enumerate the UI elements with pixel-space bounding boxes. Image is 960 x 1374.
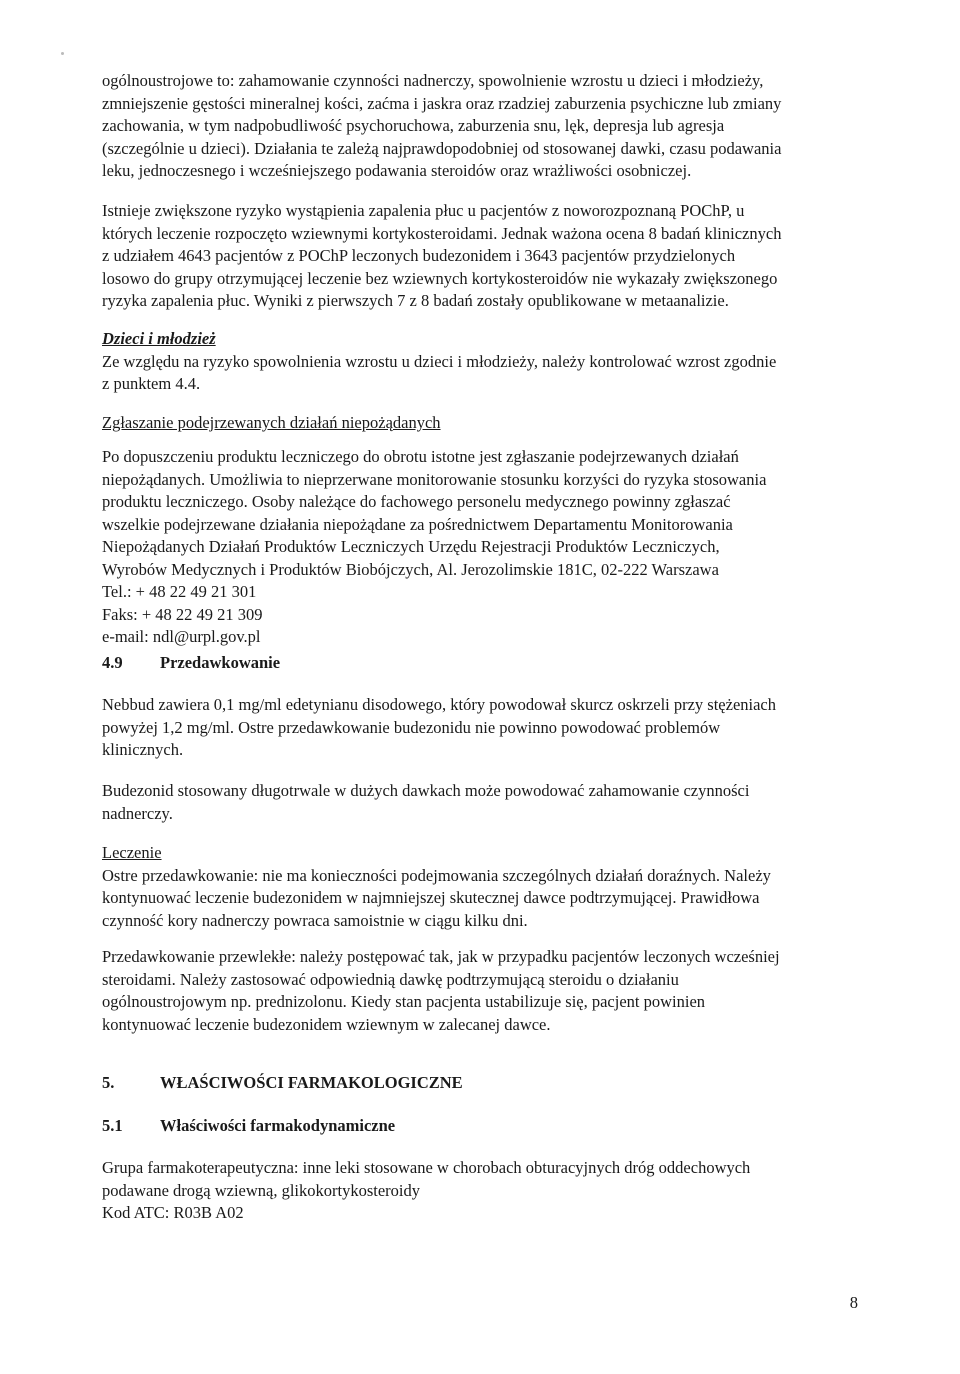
text-line: leku, jednoczesnego i wcześniejszego podawania steroidów oraz wrażliwości osobniczej. bbox=[102, 161, 692, 180]
text-line: Grupa farmakoterapeutyczna: inne leki stosowane w chorobach obturacyjnych dróg oddechowych bbox=[102, 1158, 751, 1177]
paragraph-pharmacotherapeutic-group bbox=[102, 1157, 858, 1225]
paragraph-systemic-effects bbox=[102, 70, 858, 183]
text-line: z udziałem 4643 pacjentów z POChP leczonych budezonidem i 3643 pacjentów przydzielonych bbox=[102, 246, 736, 265]
text-line: steroidami. Należy zastosować odpowiednią dawkę podtrzymującą steroidu o działaniu bbox=[102, 969, 679, 989]
email-address: e-mail: ndl@urpl.gov.pl bbox=[102, 627, 261, 646]
fax-number: Faks: + 48 22 49 21 309 bbox=[102, 604, 263, 624]
subheading-reporting bbox=[102, 412, 858, 435]
text-line: losowo do grupy otrzymującej leczenie bez wziewnych kortykosteroidów nie wykazały zwiększonego bbox=[102, 268, 778, 288]
subheading-children: Dzieci i młodzież bbox=[102, 329, 216, 348]
atc-code: Kod ATC: R03B A02 bbox=[102, 1203, 244, 1222]
reporting-heading-text: Zgłaszanie podejrzewanych działań niepożądanych bbox=[102, 413, 441, 432]
text-line: powyżej 1,2 mg/ml. Ostre przedawkowanie budezonidu nie powinno powodować problemów bbox=[102, 717, 721, 737]
section-title: Przedawkowanie bbox=[160, 653, 281, 672]
scan-speck bbox=[61, 52, 64, 55]
text-line: produktu leczniczego. Osoby należące do fachowego personelu medycznego powinny zgłaszać bbox=[102, 492, 731, 511]
paragraph-chronic-overdose bbox=[102, 946, 858, 1036]
text-line: zmniejszenie gęstości mineralnej kości, zaćma i jaskra oraz rzadziej zaburzenia psychiczne lub zmiany bbox=[102, 93, 782, 113]
section-number: 5.1 bbox=[102, 1116, 123, 1135]
section-treatment bbox=[102, 842, 858, 932]
text-line: zachowania, w tym nadpobudliwość psychoruchowa, zaburzenia snu, lęk, depresja lub agresja bbox=[102, 116, 725, 135]
paragraph-long-term bbox=[102, 780, 858, 825]
text-line: ogólnoustrojowym np. prednizolonu. Kiedy stan pacjenta ustabilizuje się, pacjent powinien bbox=[102, 992, 706, 1011]
text-line: Nebbud zawiera 0,1 mg/ml edetynianu disodowego, który powodował skurcz oskrzeli przy stężeniach bbox=[102, 695, 777, 714]
section-heading-5-1 bbox=[102, 1115, 858, 1138]
section-heading-5 bbox=[102, 1072, 858, 1095]
section-children bbox=[102, 328, 858, 396]
page-number: 8 bbox=[849, 1293, 858, 1312]
subheading-treatment: Leczenie bbox=[102, 843, 162, 862]
text-line: Po dopuszczeniu produktu leczniczego do obrotu istotne jest zgłaszanie podejrzewanych działań bbox=[102, 447, 739, 466]
section-title: WŁAŚCIWOŚCI FARMAKOLOGICZNE bbox=[160, 1073, 463, 1092]
text-line: Istnieje zwiększone ryzyko wystąpienia zapalenia płuc u pacjentów z noworozpoznaną POChP, u bbox=[102, 201, 745, 220]
text-line: kontynuować leczenie budezonidem wziewnym w zalecanej dawce. bbox=[102, 1014, 551, 1034]
text-line: Budezonid stosowany długotrwale w dużych dawkach może powodować zahamowanie czynności bbox=[102, 781, 750, 800]
section-number: 5. bbox=[102, 1073, 115, 1092]
text-line: czynność kory nadnerczy powraca samoistnie w ciągu kilku dni. bbox=[102, 910, 528, 930]
text-line: których leczenie rozpoczęto wziewnymi kortykosteroidami. Jednak ważona ocena 8 badań klinicznych bbox=[102, 223, 782, 243]
paragraph-reporting bbox=[102, 446, 858, 649]
phone-number: Tel.: + 48 22 49 21 301 bbox=[102, 582, 257, 601]
text-line: niepożądanych. Umożliwia to nieprzerwane monitorowanie stosunku korzyści do ryzyka stosowania bbox=[102, 469, 767, 489]
text-line: Wyrobów Medycznych i Produktów Biobójczych, Al. Jerozolimskie 181C, 02-222 Warszawa bbox=[102, 559, 719, 579]
text-line: Niepożądanych Działań Produktów Leczniczych Urzędu Rejestracji Produktów Leczniczych, bbox=[102, 537, 720, 556]
text-line: nadnerczy. bbox=[102, 803, 173, 823]
section-number: 4.9 bbox=[102, 653, 123, 672]
paragraph-pneumonia-risk bbox=[102, 200, 858, 313]
text-line: Ostre przedawkowanie: nie ma konieczności podejmowania szczególnych działań doraźnych. Należy bbox=[102, 865, 771, 885]
text-line: podawane drogą wziewną, glikokortykosteroidy bbox=[102, 1180, 420, 1200]
text-line: ryzyka zapalenia płuc. Wyniki z pierwszych 7 z 8 badań zostały opublikowane w metaanalizie. bbox=[102, 291, 729, 310]
text-line: kontynuować leczenie budezonidem w najmniejszej skutecznej dawce podtrzymującej. Prawidłowa bbox=[102, 888, 760, 907]
text-line: Ze względu na ryzyko spowolnienia wzrostu u dzieci i młodzieży, należy kontrolować wzrost zgodnie bbox=[102, 351, 777, 371]
text-line: z punktem 4.4. bbox=[102, 374, 201, 393]
text-line: Przedawkowanie przewlekłe: należy postępować tak, jak w przypadku pacjentów leczonych wcześniej bbox=[102, 947, 780, 966]
text-line: klinicznych. bbox=[102, 740, 184, 759]
section-title: Właściwości farmakodynamiczne bbox=[160, 1116, 396, 1135]
text-line: wszelkie podejrzewane działania niepożądane za pośrednictwem Departamentu Monitorowania bbox=[102, 514, 733, 534]
paragraph-edetate bbox=[102, 694, 858, 762]
text-line: (szczególnie u dzieci). Działania te zależą najprawdopodobniej od stosowanej dawki, czasu podawania bbox=[102, 138, 782, 158]
section-heading-4-9 bbox=[102, 652, 858, 675]
text-line: ogólnoustrojowe to: zahamowanie czynności nadnerczy, spowolnienie wzrostu u dzieci i młodzieży, bbox=[102, 71, 764, 90]
